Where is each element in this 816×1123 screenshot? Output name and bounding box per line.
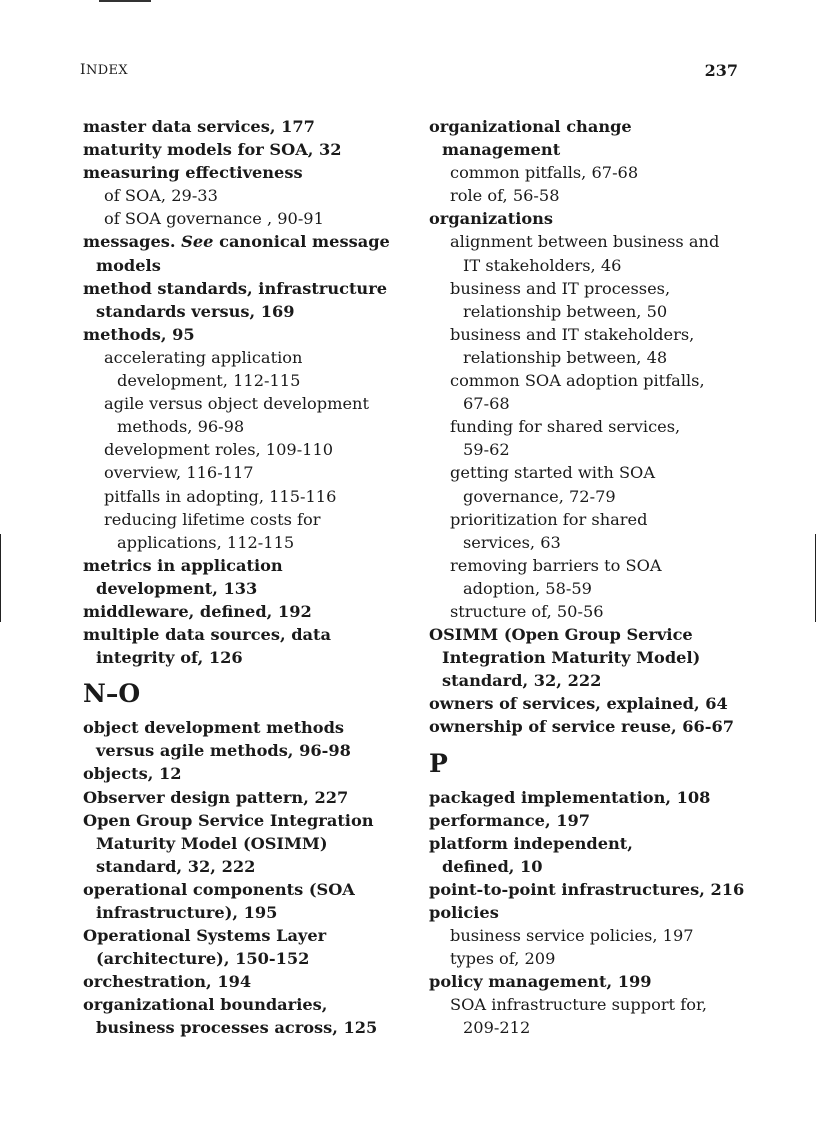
index-entry-main [83,230,413,253]
index-entry-cont [429,855,769,878]
index-entry-cont [429,138,769,161]
index-entry-text: organizational boundaries, [83,995,328,1015]
index-entry-text: Integration Maturity Model) [442,648,701,668]
index-entry-sub [83,392,413,415]
index-group-p [429,786,769,1040]
index-entry-text: maturity models for SOA, 32 [83,140,342,160]
index-entry-text: packaged implementation, 108 [429,787,711,807]
index-group-o [429,115,769,739]
index-entry-text: multiple data sources, data [83,625,332,645]
index-entry-text: integrity of, 126 [96,648,243,668]
index-entry-main [429,207,769,230]
index-entry-cont [83,300,413,323]
index-column-right [429,115,769,1040]
index-entry-subcont [83,531,413,554]
index-entry-main [83,970,413,993]
index-column-left [83,115,413,1040]
index-entry-cont [429,669,769,692]
index-entry-cont [83,1016,413,1039]
index-entry-main [429,901,769,924]
see-target: canonical message [213,232,390,252]
index-entry-text: models [96,255,161,275]
index-entry-text: ownership of service reuse, 66-67 [429,717,735,737]
index-entry-text: prioritization for shared [450,509,648,529]
index-entry-text: versus agile methods, 96-98 [96,741,351,761]
index-entry-text: platform independent, [429,833,633,853]
index-entry-text: of SOA, 29-33 [104,186,218,206]
index-entry-main [83,323,413,346]
top-rule [99,0,151,2]
index-entry-text: business processes across, 125 [96,1018,378,1038]
index-entry-text: getting started with SOA [450,463,656,483]
index-entry-main [83,716,413,739]
index-entry-text: point-to-point infrastructures, 216 [429,879,745,899]
index-entry-text: messages. [83,232,182,252]
index-entry-text: objects, 12 [83,764,182,784]
index-group-n-o [83,716,413,1039]
index-entry-text: 209-212 [463,1018,531,1038]
index-entry-main [83,115,413,138]
index-entry-cont [83,947,413,970]
index-entry-sub [429,230,769,253]
index-entry-subcont [429,438,769,461]
index-entry-text: defined, 10 [442,856,543,876]
index-entry-main [429,115,769,138]
index-entry-text: Open Group Service Integration [83,810,374,830]
index-entry-main [83,277,413,300]
index-entry-main [429,715,769,738]
index-entry-sub [429,508,769,531]
index-entry-main [83,138,413,161]
index-entry-main [83,809,413,832]
index-entry-text: overview, 116-117 [104,463,254,483]
index-entry-text: method standards, infrastructure [83,278,388,298]
index-entry-text: metrics in application [83,555,283,575]
index-entry-subcont [429,1016,769,1039]
index-entry-text: standard, 32, 222 [442,671,602,691]
index-entry-sub [83,461,413,484]
index-entry-main [429,623,769,646]
index-entry-text: master data services, 177 [83,117,315,136]
index-entry-text: applications, 112-115 [117,532,295,552]
index-entry-text: measuring effectiveness [83,163,303,183]
index-entry-sub [429,184,769,207]
index-entry-sub [429,161,769,184]
index-entry-sub [83,485,413,508]
index-entry-main [83,993,413,1016]
index-entry-subcont [429,577,769,600]
index-entry-text: business and IT stakeholders, [450,324,695,344]
index-entry-text: organizational change [429,117,632,136]
index-entry-text: owners of services, explained, 64 [429,694,728,714]
index-entry-subcont [83,369,413,392]
index-entry-text: development roles, 109-110 [104,440,334,460]
index-entry-main [83,161,413,184]
index-entry-subcont [429,485,769,508]
index-entry-text: common SOA adoption pitfalls, [450,371,705,391]
index-entry-cont [83,832,413,855]
index-entry-sub [429,277,769,300]
index-entry-cont [83,739,413,762]
index-entry-sub [83,184,413,207]
index-entry-cont [83,901,413,924]
index-entry-main [429,970,769,993]
index-entry-text: governance, 72-79 [463,486,616,506]
index-entry-text: relationship between, 50 [463,301,668,321]
index-entry-sub [83,346,413,369]
index-entry-text: funding for shared services, [450,417,681,437]
index-entry-sub [429,600,769,623]
index-entry-text: 67-68 [463,394,510,414]
index-entry-text: structure of, 50-56 [450,601,604,621]
page-number: 237 [704,61,738,80]
index-entry-main [83,762,413,785]
index-entry-sub [429,415,769,438]
index-entry-main [429,809,769,832]
index-entry-sub [83,207,413,230]
see-reference: See [181,232,214,252]
index-entry-text: adoption, 58-59 [463,578,592,598]
index-entry-text: 59-62 [463,440,510,460]
index-entry-subcont [429,392,769,415]
index-entry-sub [83,508,413,531]
running-head: INDEX [80,62,129,78]
index-entry-text: Operational Systems Layer [83,926,327,946]
index-entry-text: relationship between, 48 [463,347,668,367]
index-entry-sub [429,924,769,947]
index-entry-sub [429,461,769,484]
index-entry-main [83,878,413,901]
index-entry-text: management [442,140,561,160]
index-entry-subcont [429,300,769,323]
section-heading-n-o: N–O [83,679,141,709]
index-entry-text: IT stakeholders, 46 [463,255,622,275]
index-entry-subcont [83,415,413,438]
index-entry-text: SOA infrastructure support for, [450,995,708,1015]
index-entry-text: middleware, defined, 192 [83,601,312,621]
index-entry-text: common pitfalls, 67-68 [450,163,639,183]
index-entry-main [83,600,413,623]
index-entry-cont [83,577,413,600]
index-entry-text: (architecture), 150-152 [96,949,310,969]
index-entry-text: OSIMM (Open Group Service [429,625,693,645]
index-entry-cont [429,646,769,669]
index-entry-text: reducing lifetime costs for [104,509,321,529]
index-entry-text: business and IT processes, [450,278,671,298]
index-entry-cont [83,646,413,669]
index-entry-text: infrastructure), 195 [96,903,278,922]
index-entry-text: methods, 96-98 [117,417,245,437]
index-entry-text: alignment between business and [450,232,720,252]
index-entry-sub [429,369,769,392]
index-entry-text: accelerating application [104,347,303,367]
index-entry-text: policy management, 199 [429,972,652,992]
index-entry-main [83,924,413,947]
index-entry-main [83,623,413,646]
index-entry-text: removing barriers to SOA [450,555,662,575]
index-entry-text: agile versus object development [104,394,369,414]
index-entry-cont [83,855,413,878]
index-entry-text: pitfalls in adopting, 115-116 [104,486,337,506]
index-entry-text: object development methods [83,718,345,738]
index-entry-text: of SOA governance , 90-91 [104,209,324,229]
index-entry-subcont [429,346,769,369]
index-entry-text: orchestration, 194 [83,972,252,992]
index-entry-main [429,786,769,809]
index-entry-text: development, 133 [96,578,258,598]
index-entry-text: organizations [429,209,554,229]
index-entry-sub [83,438,413,461]
index-entry-text: business service policies, 197 [450,926,694,946]
index-entry-main [83,786,413,809]
index-entry-text: types of, 209 [450,949,556,969]
left-crop-mark [0,534,1,622]
index-entry-main [83,554,413,577]
index-entry-text: standard, 32, 222 [96,856,256,876]
index-entry-text: services, 63 [463,532,561,552]
index-entry-main [429,832,769,855]
index-entry-sub [429,323,769,346]
index-entry-text: policies [429,903,499,922]
index-group-m [83,115,413,669]
index-entry-text: operational components (SOA [83,879,355,899]
index-entry-text: methods, 95 [83,324,195,344]
index-entry-text: role of, 56-58 [450,186,560,206]
index-entry-sub [429,554,769,577]
index-entry-text: Maturity Model (OSIMM) [96,833,328,853]
index-entry-text: Observer design pattern, 227 [83,787,349,807]
index-entry-subcont [429,531,769,554]
index-entry-main [429,692,769,715]
index-entry-subcont [429,254,769,277]
index-entry-main [429,878,769,901]
index-entry-text: standards versus, 169 [96,301,295,321]
index-entry-sub [429,993,769,1016]
section-heading-p: P [429,748,448,778]
index-entry-sub [429,947,769,970]
index-entry-text: performance, 197 [429,810,591,830]
index-entry-text: development, 112-115 [117,371,301,391]
index-entry-cont [83,254,413,277]
